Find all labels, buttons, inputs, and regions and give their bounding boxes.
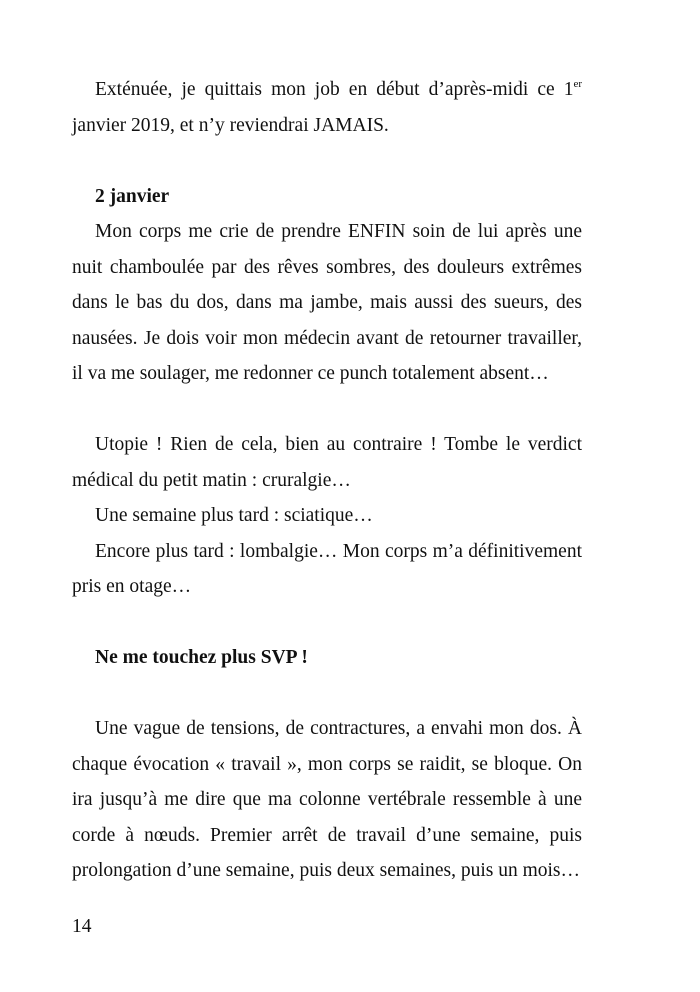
paragraph-utopia: Utopie ! Rien de cela, bien au contraire ! Tombe le verdict médical du petit matin : cruralgie… bbox=[72, 434, 582, 491]
paragraph-sciatica: Une semaine plus tard : sciatique… bbox=[95, 505, 373, 526]
section-heading-january-2: 2 janvier bbox=[95, 185, 170, 207]
paragraph-exhausted bbox=[72, 72, 582, 143]
paragraph-body-cries: Mon corps me crie de prendre ENFIN soin de lui après une nuit chamboulée par des rêves sombres, des douleurs extrêmes dans le bas du dos, dans ma jambe, mais aussi des sueurs, des nausées. Je dois voir mon médecin avant de retourner travailler, il va me soulager, me redonner ce punch totalement absent… bbox=[72, 221, 582, 384]
paragraph-lumbago: Encore plus tard : lombalgie… Mon corps m’a définitivement pris en otage… bbox=[72, 540, 582, 597]
page-number: 14 bbox=[72, 916, 92, 937]
spacer bbox=[72, 676, 582, 712]
paragraph-exhausted-tail: janvier 2019, et n’y reviendrai JAMAIS. bbox=[72, 114, 389, 136]
section-heading-dont-touch: Ne me touchez plus SVP ! bbox=[95, 647, 308, 668]
page-body bbox=[72, 72, 582, 889]
spacer bbox=[72, 392, 582, 428]
paragraph-tensions: Une vague de tensions, de contractures, a envahi mon dos. À chaque évocation « travail », mon corps se raidit, se bloque. On ira jusqu’à me dire que ma colonne vertébrale ressemble à une corde à nœuds. Premier arrêt de travail d’une semaine, puis prolongation d’une semaine, puis deux semaines, puis un mois… bbox=[72, 718, 582, 881]
spacer bbox=[72, 605, 582, 641]
paragraph-exhausted-text: Exténuée, je quittais mon job en début d’après-midi ce 1 bbox=[95, 79, 574, 100]
ordinal-superscript: er bbox=[573, 78, 582, 90]
spacer bbox=[72, 143, 582, 179]
